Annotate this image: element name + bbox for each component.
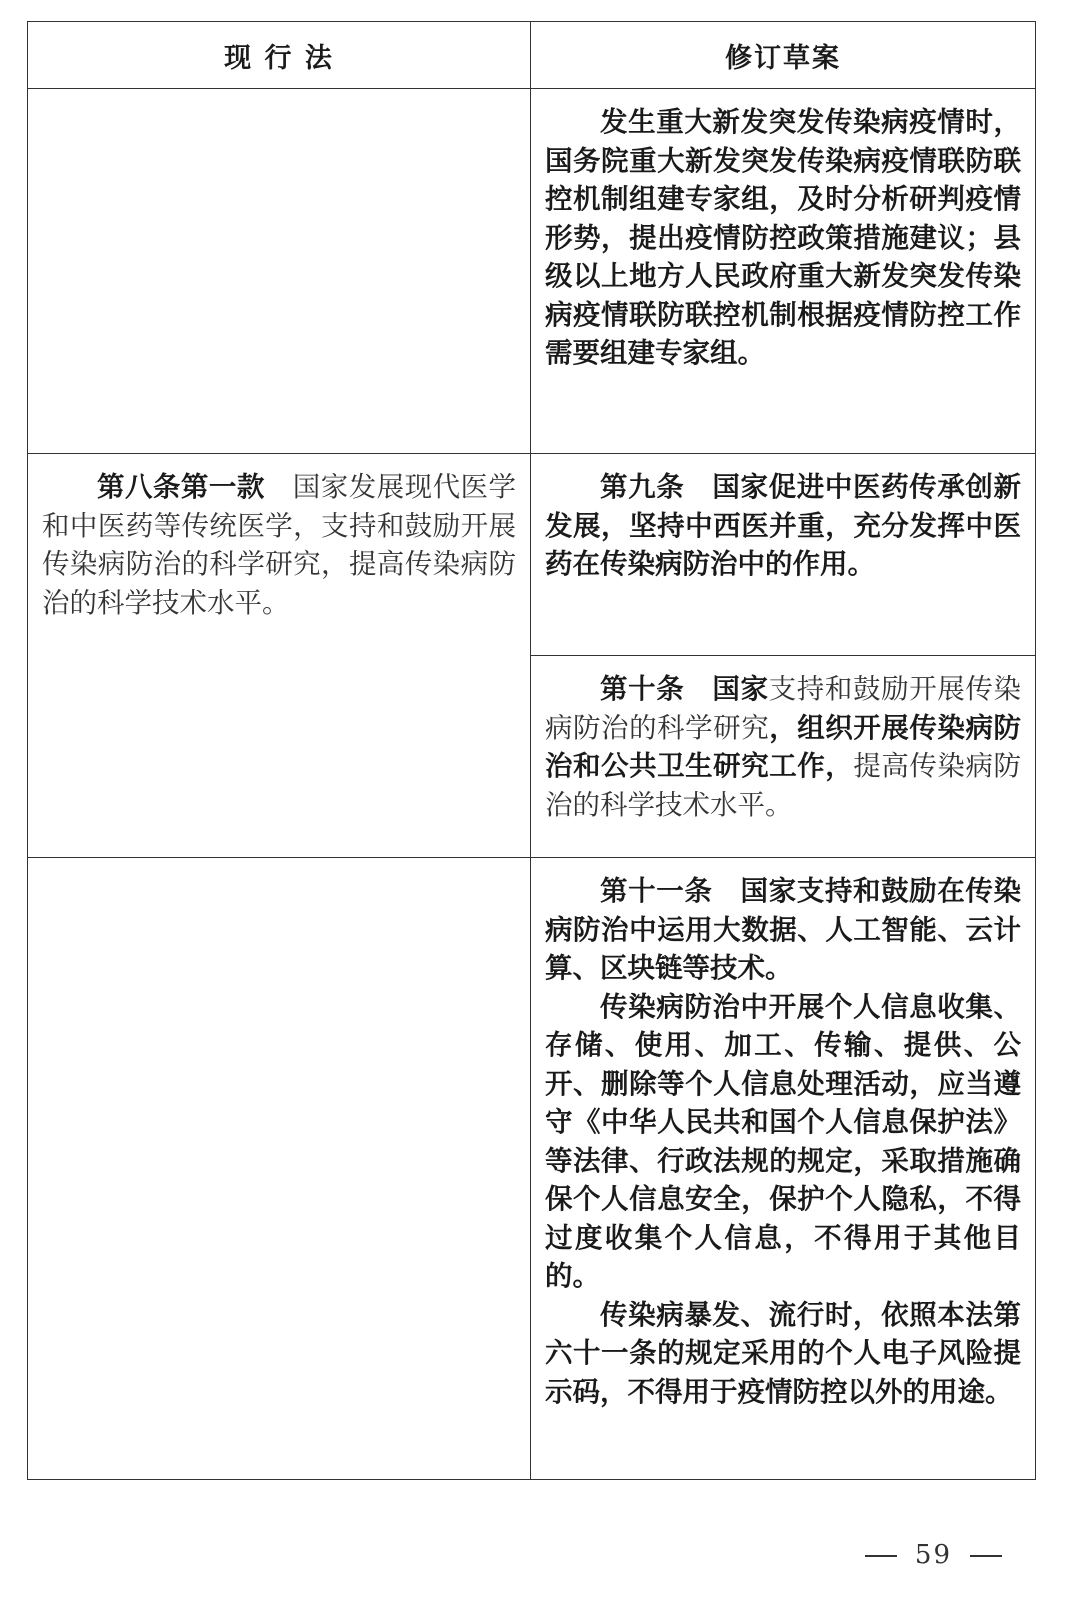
row3-current-law-cell — [28, 858, 531, 1480]
dash-right — [970, 1555, 1002, 1557]
page-number — [847, 1540, 1020, 1570]
article-10-text-part1: 国家 — [711, 673, 769, 705]
row1-draft-text: 发生重大新发突发传染病疫情时，国务院重大新发突发传染病疫情联防联控机制组建专家组，及时分析研判疫情形势，提出疫情防控政策措施建议；县级以上地方人民政府重大新发突发传染病疫情联防联控机制根据疫情防控工作需要组建专家组。 — [545, 106, 1021, 369]
row2-draft-article-9-cell — [531, 454, 1036, 656]
row2-draft-article-10-cell — [531, 656, 1036, 858]
comparison-table — [27, 21, 1036, 1480]
row1-current-law-cell — [28, 89, 531, 454]
page-number-value: 59 — [914, 1540, 952, 1570]
row2-current-law-cell — [28, 454, 531, 858]
article-9-label: 第九条 — [600, 471, 685, 503]
table-row — [28, 454, 1036, 656]
table-row — [28, 89, 1036, 454]
row1-draft-cell — [531, 89, 1036, 454]
article-10-text-part2: 支持和鼓励开展传染病防治的科学研究 — [545, 673, 1022, 744]
article-11-para1: 国家支持和鼓励在传染病防治中运用大数据、人工智能、云计算、区块链等技术。 — [545, 875, 1022, 984]
table-header-row — [28, 22, 1036, 89]
dash-left — [865, 1555, 897, 1557]
row3-draft-cell — [531, 858, 1036, 1480]
table-row — [28, 858, 1036, 1480]
header-current-law: 现 行 法 — [28, 22, 531, 89]
article-11-para3: 传染病暴发、流行时，依照本法第六十一条的规定采用的个人电子风险提示码，不得用于疫情防控以外的用途。 — [545, 1298, 1021, 1408]
header-revised-draft: 修订草案 — [531, 22, 1036, 89]
article-10-text-part4: 提高传染病防治的科学技术水平。 — [545, 750, 1021, 821]
article-9-text: 国家促进中医药传承创新发展，坚持中西医并重，充分发挥中医药在传染病防治中的作用。 — [545, 471, 1022, 580]
article-10-text-part3: ，组织开展传染病防治和公共卫生研究工作， — [545, 711, 1021, 782]
article-10-label: 第十条 — [600, 673, 685, 705]
article-8-text: 国家发展现代医学和中医药等传统医学，支持和鼓励开展传染病防治的科学研究，提高传染病防治的科学技术水平。 — [42, 471, 517, 619]
article-11-label: 第十一条 — [600, 875, 713, 907]
article-11-para2: 传染病防治中开展个人信息收集、存储、使用、加工、传输、提供、公开、删除等个人信息处理活动，应当遵守《中华人民共和国个人信息保护法》等法律、行政法规的规定，采取措施确保个人信息安全，保护个人隐私，不得过度收集个人信息，不得用于其他目的。 — [545, 990, 1021, 1292]
article-8-label: 第八条第一款 — [97, 471, 265, 503]
